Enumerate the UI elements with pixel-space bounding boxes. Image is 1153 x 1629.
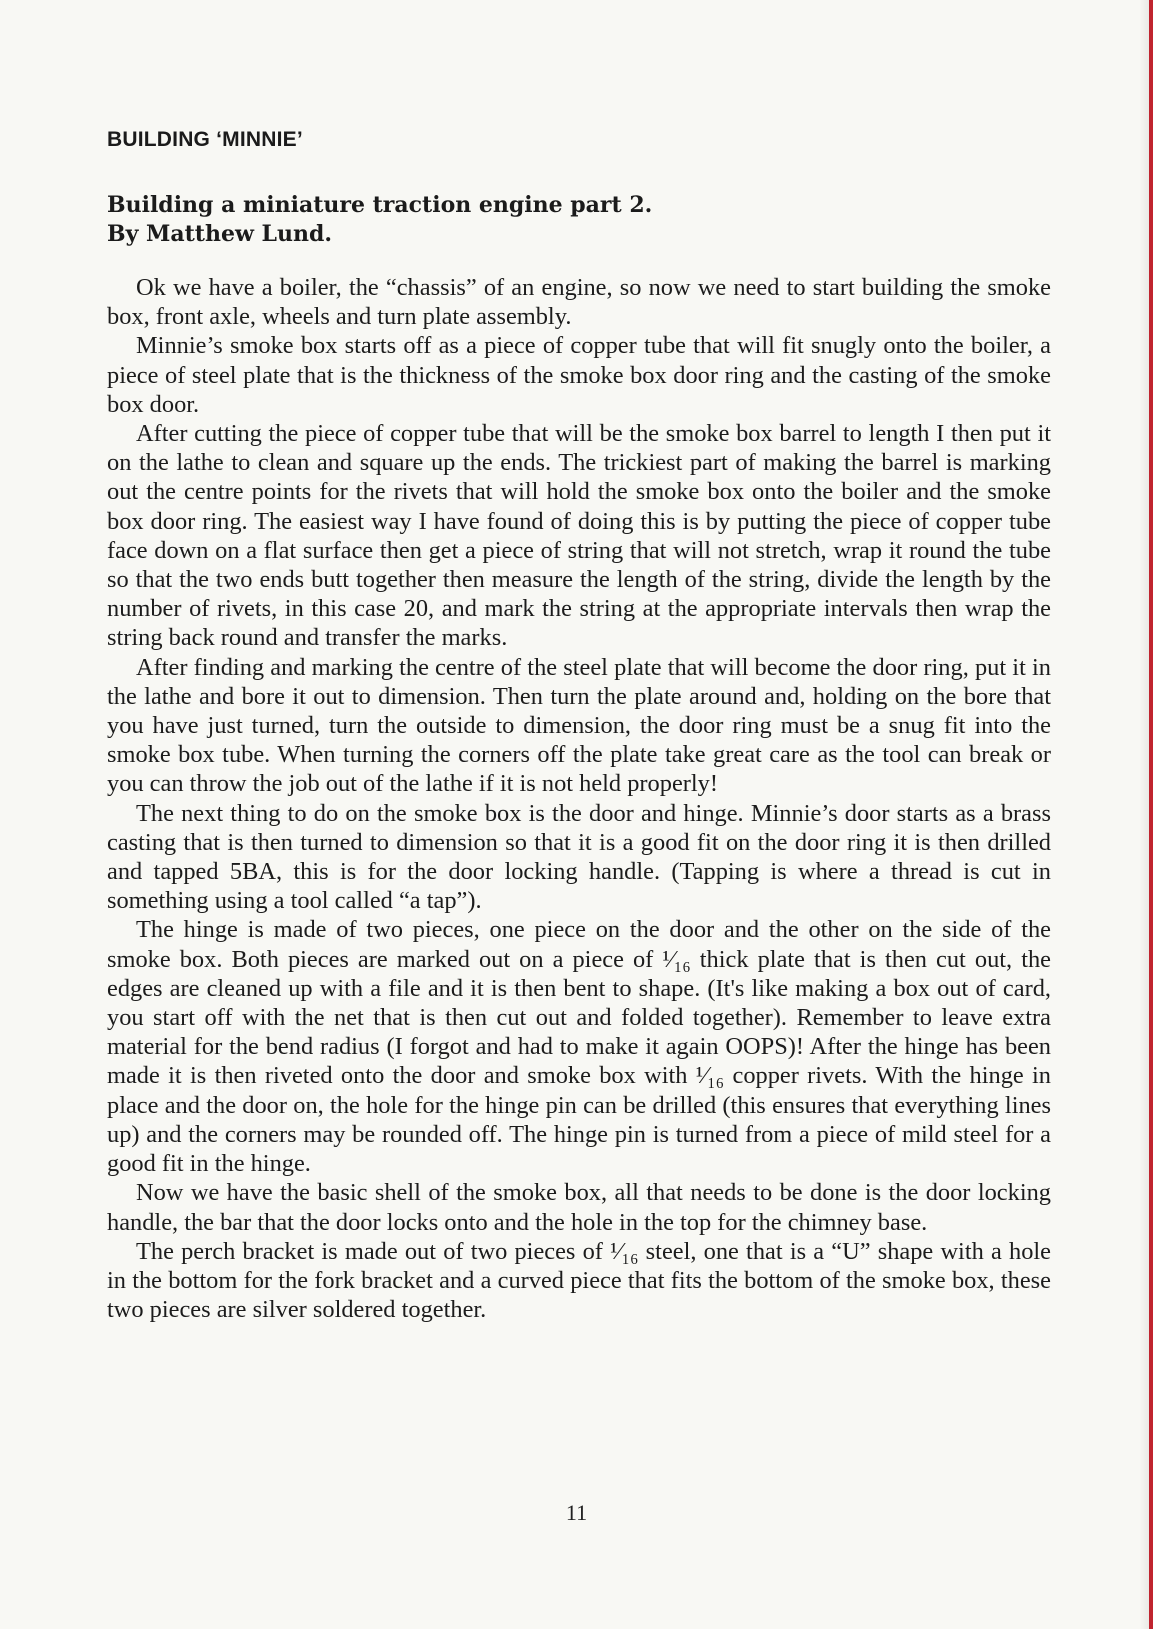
article-headline (107, 191, 1051, 249)
paragraph: Ok we have a boiler, the “chassis” of an engine, so now we need to start building the smoke box, front axle, wheels and turn plate assembly. (107, 274, 1051, 331)
paragraph: Now we have the basic shell of the smoke box, all that needs to be done is the door locking handle, the bar that the door locks onto and the hole in the top for the chimney base. (107, 1179, 1051, 1236)
paragraph: After cutting the piece of copper tube that will be the smoke box barrel to length I then put it on the lathe to clean and square up the ends. The trickiest part of making the barrel is marking out the centre points for the rivets that will hold the smoke box onto the boiler and the smoke box door ring. The easiest way I have found of doing this is by putting the piece of copper tube face down on a flat surface then get a piece of string that will not stretch, wrap it round the tube so that the two ends butt together then measure the length of the string, divide the length by the number of rivets, in this case 20, and mark the string at the appropriate intervals then wrap the string back round and transfer the marks. (107, 420, 1051, 652)
article-body (107, 273, 1051, 1324)
paragraph: The perch bracket is made out of two pieces of ¹⁄₁₆ steel, one that is a “U” shape with a hole in the bottom for the fork bracket and a curved piece that fits the bottom of the smoke box, these two pieces are silver soldered together. (107, 1237, 1051, 1324)
page-edge-red-border (1149, 0, 1153, 1629)
paragraph: After finding and marking the centre of the steel plate that will become the door ring, put it in the lathe and bore it out to dimension. Then turn the plate around and, holding on the bore that you have just turned, turn the outside to dimension, the door ring must be a snug fit into the smoke box tube. When turning the corners off the plate take great care as the tool can break or you can throw the job out of the lathe if it is not held properly! (107, 653, 1051, 798)
paragraph: The hinge is made of two pieces, one piece on the door and the other on the side of the smoke box. Both pieces are marked out on a piece of ¹⁄₁₆ thick plate that is then cut out, the edges are cleaned up with a file and it is then bent to shape. (It's like making a box out of card, you start off with the net that is then cut out and folded together). Remember to leave extra material for the bend radius (I forgot and had to make it again OOPS)! After the hinge has been made it is then riveted onto the door and smoke box with ¹⁄₁₆ copper rivets. With the hinge in place and the door on, the hole for the hinge pin can be drilled (this ensures that everything lines up) and the corners may be rounded off. The hinge pin is turned from a piece of mild steel for a good fit in the hinge. (107, 916, 1051, 1178)
article-title: Building a miniature traction engine part 2. (107, 192, 653, 218)
article (107, 126, 1051, 1324)
section-label: BUILDING ‘MINNIE’ (107, 128, 303, 151)
paragraph: Minnie’s smoke box starts off as a piece of copper tube that will fit snugly onto the boiler, a piece of steel plate that is the thickness of the smoke box door ring and the casting of the smoke box door. (107, 332, 1051, 418)
page-edge-shadow (1139, 0, 1149, 1629)
article-byline: By Matthew Lund. (107, 221, 333, 247)
page-number: 11 (565, 1500, 588, 1525)
paragraph: The next thing to do on the smoke box is the door and hinge. Minnie’s door starts as a brass casting that is then turned to dimension so that it is a good fit on the door ring it is then drilled and tapped 5BA, this is for the door locking handle. (Tapping is where a thread is cut in something using a tool called “a tap”). (107, 799, 1051, 915)
